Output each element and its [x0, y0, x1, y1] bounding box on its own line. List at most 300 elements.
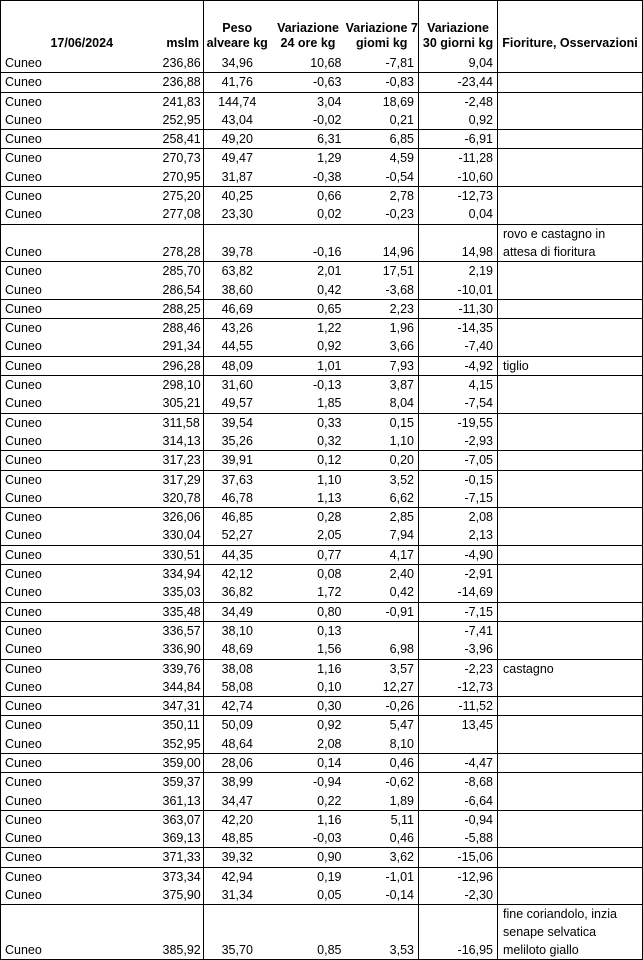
cell-var-7d[interactable]: -0,83: [346, 73, 419, 92]
cell-mslm[interactable]: 371,33: [163, 848, 204, 867]
cell-peso[interactable]: 44,55: [204, 337, 271, 356]
cell-location[interactable]: Cuneo: [1, 886, 163, 905]
cell-var-30d[interactable]: 2,13: [419, 526, 498, 545]
cell-observations[interactable]: [498, 489, 643, 508]
cell-location[interactable]: Cuneo: [1, 905, 163, 960]
cell-mslm[interactable]: 344,84: [163, 678, 204, 697]
cell-var-24h[interactable]: 1,72: [271, 583, 346, 602]
cell-mslm[interactable]: 286,54: [163, 281, 204, 300]
cell-peso[interactable]: 46,85: [221, 510, 253, 525]
cell-var-30d[interactable]: -14,35: [419, 319, 498, 338]
cell-var-7d[interactable]: 4,59: [346, 149, 419, 168]
cell-location[interactable]: Cuneo: [1, 848, 163, 867]
cell-mslm[interactable]: 252,95: [163, 111, 204, 130]
cell-observations[interactable]: [498, 678, 643, 697]
cell-observations[interactable]: rovo e castagno in attesa di fioritura: [498, 224, 643, 262]
cell-location[interactable]: Cuneo: [1, 432, 163, 451]
cell-var-7d[interactable]: -0,26: [346, 697, 419, 716]
cell-var-24h[interactable]: -0,02: [271, 111, 346, 130]
cell-location[interactable]: Cuneo: [1, 394, 163, 413]
cell-mslm[interactable]: 288,46: [163, 319, 204, 338]
cell-var-24h[interactable]: -0,13: [313, 378, 342, 393]
cell-var-7d[interactable]: 0,42: [346, 583, 419, 602]
cell-var-24h[interactable]: -0,38: [271, 168, 346, 187]
cell-var-24h[interactable]: 0,92: [317, 718, 342, 733]
cell-var-24h[interactable]: 0,65: [271, 299, 346, 318]
cell-mslm[interactable]: 359,00: [163, 753, 204, 772]
cell-var-7d[interactable]: 6,98: [346, 640, 419, 659]
cell-peso[interactable]: 38,08: [221, 661, 253, 676]
cell-var-7d[interactable]: -1,01: [346, 867, 419, 886]
cell-mslm[interactable]: 320,78: [163, 489, 204, 508]
cell-observations[interactable]: [498, 792, 643, 811]
cell-var-7d[interactable]: 3,57: [346, 659, 419, 678]
cell-var-7d[interactable]: 0,46: [346, 753, 419, 772]
cell-var-30d[interactable]: -7,05: [419, 451, 498, 470]
cell-var-24h[interactable]: 0,90: [271, 848, 346, 867]
cell-observations[interactable]: [498, 205, 643, 224]
cell-var-24h[interactable]: -0,63: [271, 73, 346, 92]
cell-var-24h[interactable]: 0,19: [317, 869, 342, 884]
cell-location[interactable]: Cuneo: [1, 168, 163, 187]
cell-mslm[interactable]: 352,95: [163, 735, 204, 754]
cell-var-30d[interactable]: -5,88: [419, 829, 498, 848]
cell-var-7d[interactable]: [346, 621, 419, 640]
cell-var-30d[interactable]: 14,98: [419, 224, 498, 262]
cell-observations[interactable]: [498, 281, 643, 300]
cell-mslm[interactable]: 336,90: [163, 640, 204, 659]
cell-observations[interactable]: [498, 810, 643, 829]
cell-peso[interactable]: 58,08: [204, 678, 271, 697]
cell-var-7d[interactable]: -0,54: [346, 168, 419, 187]
cell-var-30d[interactable]: -8,68: [419, 773, 498, 792]
cell-var-24h[interactable]: 1,56: [271, 640, 346, 659]
cell-var-24h[interactable]: 0,28: [317, 510, 342, 525]
cell-peso[interactable]: 44,35: [204, 545, 271, 564]
cell-var-30d[interactable]: -2,93: [419, 432, 498, 451]
cell-peso[interactable]: 31,34: [204, 886, 271, 905]
cell-mslm[interactable]: 236,88: [163, 73, 204, 92]
cell-location[interactable]: Cuneo: [1, 92, 163, 111]
cell-var-30d[interactable]: -4,92: [419, 356, 498, 375]
cell-observations[interactable]: [498, 565, 643, 584]
cell-var-7d[interactable]: 0,20: [346, 451, 419, 470]
cell-peso[interactable]: 38,10: [221, 623, 253, 638]
cell-var-7d[interactable]: -0,62: [346, 773, 419, 792]
cell-observations[interactable]: [498, 753, 643, 772]
cell-var-30d[interactable]: -7,54: [419, 394, 498, 413]
cell-mslm[interactable]: 330,04: [163, 526, 204, 545]
cell-var-24h[interactable]: 1,22: [317, 321, 342, 336]
cell-mslm[interactable]: 369,13: [163, 829, 204, 848]
cell-var-7d[interactable]: 18,69: [346, 92, 419, 111]
cell-var-7d[interactable]: 3,53: [346, 905, 419, 960]
cell-mslm[interactable]: 375,90: [163, 886, 204, 905]
cell-var-24h[interactable]: 2,01: [317, 264, 342, 279]
cell-location[interactable]: Cuneo: [1, 451, 163, 470]
cell-location[interactable]: Cuneo: [1, 337, 163, 356]
cell-location[interactable]: Cuneo: [1, 376, 163, 395]
cell-var-24h[interactable]: 0,10: [271, 678, 346, 697]
cell-location[interactable]: Cuneo: [1, 735, 163, 754]
cell-var-24h[interactable]: 1,16: [317, 812, 342, 827]
cell-observations[interactable]: [498, 697, 643, 716]
cell-var-30d[interactable]: -10,01: [419, 281, 498, 300]
cell-var-7d[interactable]: 3,66: [346, 337, 419, 356]
cell-mslm[interactable]: 296,28: [163, 356, 204, 375]
cell-var-7d[interactable]: 2,78: [346, 187, 419, 206]
cell-peso[interactable]: 52,27: [204, 526, 271, 545]
cell-location[interactable]: Cuneo: [1, 111, 163, 130]
cell-var-24h[interactable]: 1,13: [271, 489, 346, 508]
cell-var-7d[interactable]: -0,91: [346, 602, 419, 621]
cell-var-24h[interactable]: 0,30: [271, 697, 346, 716]
cell-var-30d[interactable]: [419, 735, 498, 754]
cell-var-30d[interactable]: -16,95: [419, 905, 498, 960]
cell-peso[interactable]: 49,20: [204, 130, 271, 149]
cell-var-30d[interactable]: 13,45: [419, 716, 498, 735]
cell-peso[interactable]: 39,78: [204, 224, 271, 262]
cell-var-30d[interactable]: -4,47: [419, 753, 498, 772]
cell-var-7d[interactable]: -0,23: [346, 205, 419, 224]
cell-observations[interactable]: [498, 545, 643, 564]
cell-peso[interactable]: 39,91: [204, 451, 271, 470]
cell-var-7d[interactable]: 3,87: [346, 376, 419, 395]
cell-var-30d[interactable]: -12,96: [419, 867, 498, 886]
cell-observations[interactable]: [498, 187, 643, 206]
cell-observations[interactable]: [498, 716, 643, 735]
cell-mslm[interactable]: 350,11: [163, 716, 204, 735]
cell-mslm[interactable]: 347,31: [163, 697, 204, 716]
cell-location[interactable]: Cuneo: [1, 697, 163, 716]
cell-var-30d[interactable]: -7,40: [419, 337, 498, 356]
cell-var-30d[interactable]: -11,52: [419, 697, 498, 716]
cell-mslm[interactable]: 339,76: [163, 659, 204, 678]
cell-var-24h[interactable]: 0,32: [271, 432, 346, 451]
cell-observations[interactable]: [498, 583, 643, 602]
cell-observations[interactable]: [498, 640, 643, 659]
cell-observations[interactable]: [498, 376, 643, 395]
cell-var-7d[interactable]: 6,62: [346, 489, 419, 508]
cell-location[interactable]: Cuneo: [1, 810, 163, 829]
cell-location[interactable]: Cuneo: [1, 621, 163, 640]
cell-var-7d[interactable]: 8,04: [346, 394, 419, 413]
cell-var-30d[interactable]: 0,04: [419, 205, 498, 224]
header-peso[interactable]: Peso alveare kg: [204, 1, 271, 55]
cell-peso[interactable]: 35,70: [204, 905, 271, 960]
cell-observations[interactable]: [498, 262, 643, 281]
cell-observations[interactable]: [498, 92, 643, 111]
cell-peso[interactable]: 41,76: [204, 73, 271, 92]
cell-mslm[interactable]: 288,25: [163, 299, 204, 318]
cell-var-7d[interactable]: -3,68: [346, 281, 419, 300]
cell-var-24h[interactable]: 0,14: [271, 753, 346, 772]
cell-mslm[interactable]: 373,34: [163, 867, 204, 886]
cell-var-30d[interactable]: -2,48: [419, 92, 498, 111]
cell-var-7d[interactable]: 3,62: [346, 848, 419, 867]
cell-mslm[interactable]: 285,70: [163, 262, 204, 281]
cell-var-7d[interactable]: 12,27: [346, 678, 419, 697]
cell-var-24h[interactable]: 0,33: [317, 415, 342, 430]
cell-var-30d[interactable]: 2,19: [419, 262, 498, 281]
cell-peso[interactable]: 43,26: [221, 321, 253, 336]
cell-location[interactable]: Cuneo: [1, 262, 163, 281]
cell-var-7d[interactable]: 6,85: [346, 130, 419, 149]
cell-location[interactable]: Cuneo: [1, 716, 163, 735]
cell-var-30d[interactable]: -12,73: [419, 187, 498, 206]
cell-peso[interactable]: 36,82: [204, 583, 271, 602]
cell-var-24h[interactable]: 1,10: [317, 472, 342, 487]
cell-var-24h[interactable]: 0,22: [271, 792, 346, 811]
cell-location[interactable]: Cuneo: [1, 526, 163, 545]
cell-mslm[interactable]: 334,94: [163, 565, 204, 584]
cell-mslm[interactable]: 336,57: [163, 621, 204, 640]
cell-var-7d[interactable]: 7,93: [346, 356, 419, 375]
cell-peso[interactable]: 40,25: [221, 189, 253, 204]
cell-var-24h[interactable]: 1,85: [271, 394, 346, 413]
cell-var-24h[interactable]: 1,29: [317, 151, 342, 166]
cell-var-7d[interactable]: 2,23: [346, 299, 419, 318]
cell-peso[interactable]: 23,30: [204, 205, 271, 224]
cell-var-30d[interactable]: -7,15: [419, 489, 498, 508]
cell-var-30d[interactable]: 4,15: [419, 376, 498, 395]
cell-location[interactable]: Cuneo: [1, 356, 163, 375]
cell-mslm[interactable]: 335,03: [163, 583, 204, 602]
cell-mslm[interactable]: 359,37: [163, 773, 204, 792]
header-mslm[interactable]: mslm: [163, 1, 204, 55]
cell-mslm[interactable]: 335,48: [163, 602, 204, 621]
header-observations[interactable]: Fioriture, Osservazioni: [498, 1, 643, 55]
cell-var-30d[interactable]: -23,44: [419, 73, 498, 92]
cell-var-30d[interactable]: -14,69: [419, 583, 498, 602]
cell-peso[interactable]: 31,60: [221, 378, 253, 393]
cell-observations[interactable]: [498, 111, 643, 130]
cell-mslm[interactable]: 277,08: [163, 205, 204, 224]
cell-peso[interactable]: 43,04: [204, 111, 271, 130]
cell-peso[interactable]: 42,74: [204, 697, 271, 716]
cell-var-7d[interactable]: 5,47: [346, 716, 419, 735]
cell-var-24h[interactable]: 0,13: [317, 623, 342, 638]
header-var-24h[interactable]: Variazione 24 ore kg: [271, 1, 346, 55]
cell-peso[interactable]: 34,49: [204, 602, 271, 621]
cell-var-7d[interactable]: 1,89: [346, 792, 419, 811]
cell-var-30d[interactable]: -2,30: [419, 886, 498, 905]
cell-location[interactable]: Cuneo: [1, 489, 163, 508]
cell-peso[interactable]: 39,32: [204, 848, 271, 867]
cell-var-30d[interactable]: -0,94: [419, 810, 498, 829]
cell-var-7d[interactable]: 5,11: [346, 810, 419, 829]
cell-peso[interactable]: 63,82: [221, 264, 253, 279]
cell-observations[interactable]: [498, 508, 643, 527]
cell-var-7d[interactable]: 0,46: [346, 829, 419, 848]
cell-observations[interactable]: [498, 526, 643, 545]
cell-var-24h[interactable]: 0,05: [271, 886, 346, 905]
cell-observations[interactable]: [498, 54, 643, 73]
cell-location[interactable]: Cuneo: [1, 829, 163, 848]
cell-mslm[interactable]: 236,86: [163, 54, 204, 73]
cell-var-30d[interactable]: -4,90: [419, 545, 498, 564]
cell-mslm[interactable]: 361,13: [163, 792, 204, 811]
cell-var-7d[interactable]: 2,40: [346, 565, 419, 584]
cell-location[interactable]: Cuneo: [1, 659, 163, 678]
cell-var-24h[interactable]: 0,85: [271, 905, 346, 960]
cell-location[interactable]: Cuneo: [1, 867, 163, 886]
cell-var-7d[interactable]: 8,10: [346, 735, 419, 754]
cell-location[interactable]: Cuneo: [1, 224, 163, 262]
cell-var-30d[interactable]: -7,15: [419, 602, 498, 621]
cell-observations[interactable]: castagno: [498, 659, 643, 678]
cell-location[interactable]: Cuneo: [1, 319, 163, 338]
cell-observations[interactable]: [498, 867, 643, 886]
cell-observations[interactable]: [498, 735, 643, 754]
cell-location[interactable]: Cuneo: [1, 149, 163, 168]
cell-location[interactable]: Cuneo: [1, 413, 163, 432]
cell-location[interactable]: Cuneo: [1, 565, 163, 584]
cell-var-7d[interactable]: 0,15: [346, 413, 419, 432]
cell-observations[interactable]: fine coriandolo, inzia senape selvatica meliloto giallo: [498, 905, 643, 960]
cell-peso[interactable]: 34,96: [204, 54, 271, 73]
cell-location[interactable]: Cuneo: [1, 602, 163, 621]
cell-var-24h[interactable]: 0,42: [271, 281, 346, 300]
cell-location[interactable]: Cuneo: [1, 130, 163, 149]
cell-peso[interactable]: 46,78: [204, 489, 271, 508]
cell-peso[interactable]: 48,64: [204, 735, 271, 754]
cell-observations[interactable]: [498, 319, 643, 338]
cell-var-30d[interactable]: -11,28: [419, 149, 498, 168]
cell-var-30d[interactable]: 0,92: [419, 111, 498, 130]
cell-var-30d[interactable]: -10,60: [419, 168, 498, 187]
cell-var-30d[interactable]: 2,08: [419, 508, 498, 527]
cell-observations[interactable]: [498, 829, 643, 848]
cell-var-30d[interactable]: 9,04: [419, 54, 498, 73]
cell-observations[interactable]: [498, 299, 643, 318]
cell-observations[interactable]: [498, 451, 643, 470]
cell-mslm[interactable]: 317,29: [163, 470, 204, 489]
cell-location[interactable]: Cuneo: [1, 187, 163, 206]
cell-location[interactable]: Cuneo: [1, 545, 163, 564]
cell-location[interactable]: Cuneo: [1, 508, 163, 527]
cell-var-7d[interactable]: -0,14: [346, 886, 419, 905]
cell-observations[interactable]: [498, 73, 643, 92]
cell-var-7d[interactable]: 1,96: [346, 319, 419, 338]
header-var-7d[interactable]: Variazione 7 giomi kg: [346, 1, 419, 55]
cell-peso[interactable]: 38,99: [221, 775, 253, 790]
cell-var-30d[interactable]: -6,91: [419, 130, 498, 149]
cell-mslm[interactable]: 258,41: [163, 130, 204, 149]
cell-observations[interactable]: [498, 621, 643, 640]
cell-mslm[interactable]: 317,23: [163, 451, 204, 470]
cell-mslm[interactable]: 270,73: [163, 149, 204, 168]
cell-mslm[interactable]: 311,58: [163, 413, 204, 432]
cell-location[interactable]: Cuneo: [1, 678, 163, 697]
cell-mslm[interactable]: 298,10: [163, 376, 204, 395]
cell-peso[interactable]: 46,69: [204, 299, 271, 318]
cell-var-30d[interactable]: -3,96: [419, 640, 498, 659]
cell-peso[interactable]: 49,57: [204, 394, 271, 413]
cell-var-7d[interactable]: 2,85: [346, 508, 419, 527]
cell-var-7d[interactable]: 1,10: [346, 432, 419, 451]
cell-observations[interactable]: [498, 168, 643, 187]
cell-observations[interactable]: [498, 886, 643, 905]
cell-var-24h[interactable]: 2,08: [271, 735, 346, 754]
cell-peso[interactable]: 48,85: [204, 829, 271, 848]
cell-var-7d[interactable]: -7,81: [346, 54, 419, 73]
cell-peso[interactable]: 31,87: [204, 168, 271, 187]
cell-location[interactable]: Cuneo: [1, 73, 163, 92]
cell-observations[interactable]: [498, 394, 643, 413]
cell-peso[interactable]: 144,74: [218, 94, 257, 109]
cell-peso[interactable]: 34,47: [204, 792, 271, 811]
cell-var-30d[interactable]: -6,64: [419, 792, 498, 811]
cell-var-24h[interactable]: 0,12: [271, 451, 346, 470]
cell-location[interactable]: Cuneo: [1, 281, 163, 300]
cell-var-24h[interactable]: 0,77: [271, 545, 346, 564]
cell-var-24h[interactable]: 1,16: [317, 661, 342, 676]
cell-peso[interactable]: 42,20: [221, 812, 253, 827]
cell-mslm[interactable]: 241,83: [163, 92, 204, 111]
cell-location[interactable]: Cuneo: [1, 54, 163, 73]
cell-peso[interactable]: 42,94: [221, 869, 253, 884]
cell-var-30d[interactable]: -2,23: [419, 659, 498, 678]
cell-observations[interactable]: [498, 773, 643, 792]
cell-var-24h[interactable]: 0,92: [271, 337, 346, 356]
cell-var-24h[interactable]: 6,31: [271, 130, 346, 149]
cell-observations[interactable]: [498, 337, 643, 356]
cell-peso[interactable]: 35,26: [204, 432, 271, 451]
cell-var-24h[interactable]: -0,94: [313, 775, 342, 790]
cell-var-24h[interactable]: 1,01: [271, 356, 346, 375]
header-date[interactable]: 17/06/2024: [1, 1, 163, 55]
cell-var-30d[interactable]: -2,91: [419, 565, 498, 584]
cell-var-7d[interactable]: 14,96: [346, 224, 419, 262]
cell-var-7d[interactable]: 17,51: [346, 262, 419, 281]
cell-observations[interactable]: [498, 848, 643, 867]
cell-peso[interactable]: 38,60: [204, 281, 271, 300]
cell-var-30d[interactable]: -11,30: [419, 299, 498, 318]
cell-var-30d[interactable]: -7,41: [419, 621, 498, 640]
cell-mslm[interactable]: 305,21: [163, 394, 204, 413]
cell-location[interactable]: Cuneo: [1, 205, 163, 224]
cell-var-24h[interactable]: 3,04: [317, 94, 342, 109]
cell-var-24h[interactable]: -0,16: [271, 224, 346, 262]
cell-peso[interactable]: 42,12: [221, 567, 253, 582]
cell-var-24h[interactable]: 0,66: [317, 189, 342, 204]
cell-var-7d[interactable]: 3,52: [346, 470, 419, 489]
cell-mslm[interactable]: 385,92: [163, 905, 204, 960]
cell-location[interactable]: Cuneo: [1, 773, 163, 792]
cell-mslm[interactable]: 330,51: [163, 545, 204, 564]
cell-var-30d[interactable]: -15,06: [419, 848, 498, 867]
header-var-30d[interactable]: Variazione 30 giorni kg: [419, 1, 498, 55]
cell-mslm[interactable]: 326,06: [163, 508, 204, 527]
cell-observations[interactable]: tiglio: [498, 356, 643, 375]
cell-peso[interactable]: 37,63: [221, 472, 253, 487]
cell-observations[interactable]: [498, 149, 643, 168]
cell-var-7d[interactable]: 7,94: [346, 526, 419, 545]
cell-mslm[interactable]: 314,13: [163, 432, 204, 451]
cell-location[interactable]: Cuneo: [1, 792, 163, 811]
cell-var-7d[interactable]: 0,21: [346, 111, 419, 130]
cell-mslm[interactable]: 270,95: [163, 168, 204, 187]
cell-peso[interactable]: 49,47: [221, 151, 253, 166]
cell-mslm[interactable]: 275,20: [163, 187, 204, 206]
cell-mslm[interactable]: 291,34: [163, 337, 204, 356]
cell-var-24h[interactable]: 2,05: [271, 526, 346, 545]
cell-var-24h[interactable]: 0,02: [271, 205, 346, 224]
cell-location[interactable]: Cuneo: [1, 470, 163, 489]
cell-peso[interactable]: 28,06: [204, 753, 271, 772]
cell-observations[interactable]: [498, 602, 643, 621]
